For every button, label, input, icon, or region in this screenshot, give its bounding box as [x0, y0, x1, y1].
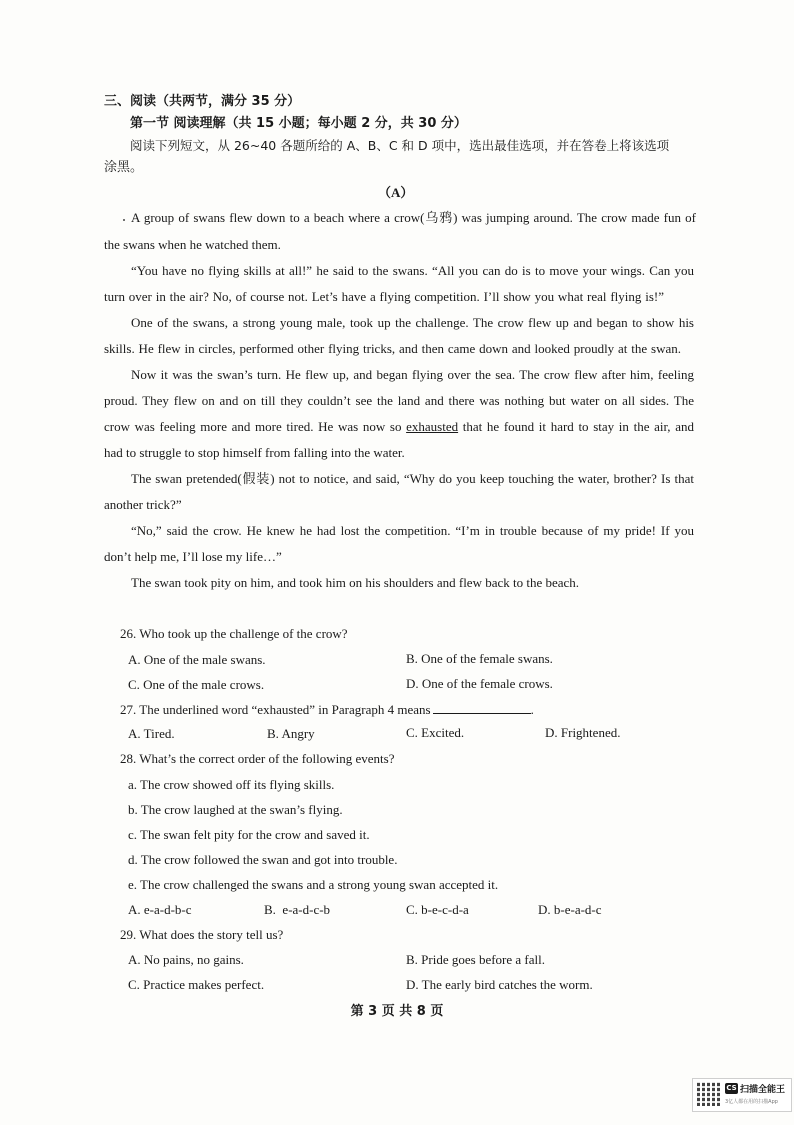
- passage-p4-line3-post: that he found it hard to stay in the air, and: [458, 419, 694, 434]
- question-29-option-c: C. Practice makes perfect.: [128, 977, 265, 992]
- question-27-stem-line: [120, 701, 534, 718]
- section-heading: 三、阅读（共两节，满分 35 分）: [104, 94, 301, 109]
- question-27-option-c: C. Excited.: [406, 725, 465, 740]
- camscanner-logo-icon: CS: [726, 1084, 737, 1092]
- passage-p5-line2: another trick?”: [104, 497, 182, 512]
- instruction-line-2: 涂黑。: [104, 160, 144, 175]
- passage-p5-line1: The swan pretended(假装) not to notice, and said, “Why do you keep touching the water, brother? Is that: [131, 471, 694, 486]
- qr-code-icon: [697, 1082, 721, 1106]
- scan-dot: [123, 219, 125, 221]
- question-27-option-b: B. Angry: [267, 726, 315, 741]
- question-28-event-b: b. The crow laughed at the swan’s flying.: [128, 802, 343, 817]
- passage-p3-line1: One of the swans, a strong young male, took up the challenge. The crow flew up and began to show his: [131, 315, 694, 330]
- question-28-event-e: e. The crow challenged the swans and a strong young swan accepted it.: [128, 877, 499, 892]
- passage-p4-line1: Now it was the swan’s turn. He flew up, and began flying over the sea. The crow flew after him, feeling: [131, 367, 694, 382]
- question-28-option-a: A. e-a-d-b-c: [128, 902, 192, 917]
- question-26-option-b: B. One of the female swans.: [406, 651, 553, 666]
- passage-p6-line1: “No,” said the crow. He knew he had lost the competition. “I’m in trouble because of my pride! If you: [131, 523, 694, 538]
- section-subheading: 第一节 阅读理解（共 15 小题；每小题 2 分，共 30 分）: [130, 116, 467, 131]
- question-26-option-a: A. One of the male swans.: [128, 652, 266, 667]
- passage-p4-line3: [104, 419, 694, 435]
- passage-p1-line1: A group of swans flew down to a beach where a crow(乌鸦) was jumping around. The crow made fun of: [131, 210, 696, 225]
- question-27-stem: 27. The underlined word “exhausted” in Paragraph 4 means: [120, 702, 431, 717]
- scanner-watermark: [692, 1078, 792, 1112]
- answer-blank: [433, 701, 531, 714]
- passage-p4-line3-pre: crow was feeling more and more tired. He was now so: [104, 419, 407, 434]
- passage-p2-line1: “You have no flying skills at all!” he said to the swans. “All you can do is to move your wings. Can you: [131, 263, 694, 278]
- passage-label: （A）: [378, 185, 414, 200]
- passage-p4-line2: proud. They flew on and on till they couldn’t see the land and there was nothing but water on all sides. The: [104, 393, 694, 408]
- passage-p7: The swan took pity on him, and took him on his shoulders and flew back to the beach.: [131, 575, 580, 590]
- question-26-stem: 26. Who took up the challenge of the crow?: [120, 626, 348, 641]
- question-29-option-d: D. The early bird catches the worm.: [406, 977, 593, 992]
- question-28-option-d: D. b-e-a-d-c: [538, 902, 602, 917]
- underlined-word-exhausted: exhausted: [406, 419, 459, 434]
- question-27-stem-end: .: [530, 702, 534, 717]
- passage-p6-line2: don’t help me, I’ll lose my life…”: [104, 549, 282, 564]
- passage-p2-line2: turn over in the air? No, of course not. Let’s have a flying competition. I’ll show you what real flying is!”: [104, 289, 664, 304]
- question-28-event-c: c. The swan felt pity for the crow and saved it.: [128, 827, 370, 842]
- scanner-subtitle: 3亿人都在用的扫描App: [725, 1099, 778, 1105]
- question-29-stem: 29. What does the story tell us?: [120, 927, 284, 942]
- passage-p4-line4: had to struggle to stop himself from falling into the water.: [104, 445, 405, 460]
- question-28-option-c: C. b-e-c-d-a: [406, 902, 469, 917]
- question-26-option-c: C. One of the male crows.: [128, 677, 265, 692]
- question-28-event-a: a. The crow showed off its flying skills.: [128, 777, 335, 792]
- scanner-title: 扫描全能王: [740, 1085, 786, 1095]
- passage-p3-line2: skills. He flew in circles, performed other flying tricks, and then came down and looked proudly at the swan.: [104, 341, 681, 356]
- question-26-option-d: D. One of the female crows.: [406, 676, 553, 691]
- question-29-option-a: A. No pains, no gains.: [128, 952, 244, 967]
- question-27-option-d: D. Frightened.: [545, 725, 621, 740]
- question-28-event-d: d. The crow followed the swan and got into trouble.: [128, 852, 398, 867]
- page-footer: 第 3 页 共 8 页: [350, 1004, 444, 1019]
- instruction-line-1: 阅读下列短文，从 26~40 各题所给的 A、B、C 和 D 项中，选出最佳选项，并在答卷上将该选项: [130, 138, 670, 153]
- question-28-stem: 28. What’s the correct order of the following events?: [120, 751, 395, 766]
- question-29-option-b: B. Pride goes before a fall.: [406, 952, 545, 967]
- question-28-option-b: B. e-a-d-c-b: [264, 902, 331, 917]
- passage-p1-line2: the swans when he watched them.: [104, 237, 281, 252]
- question-27-option-a: A. Tired.: [128, 726, 175, 741]
